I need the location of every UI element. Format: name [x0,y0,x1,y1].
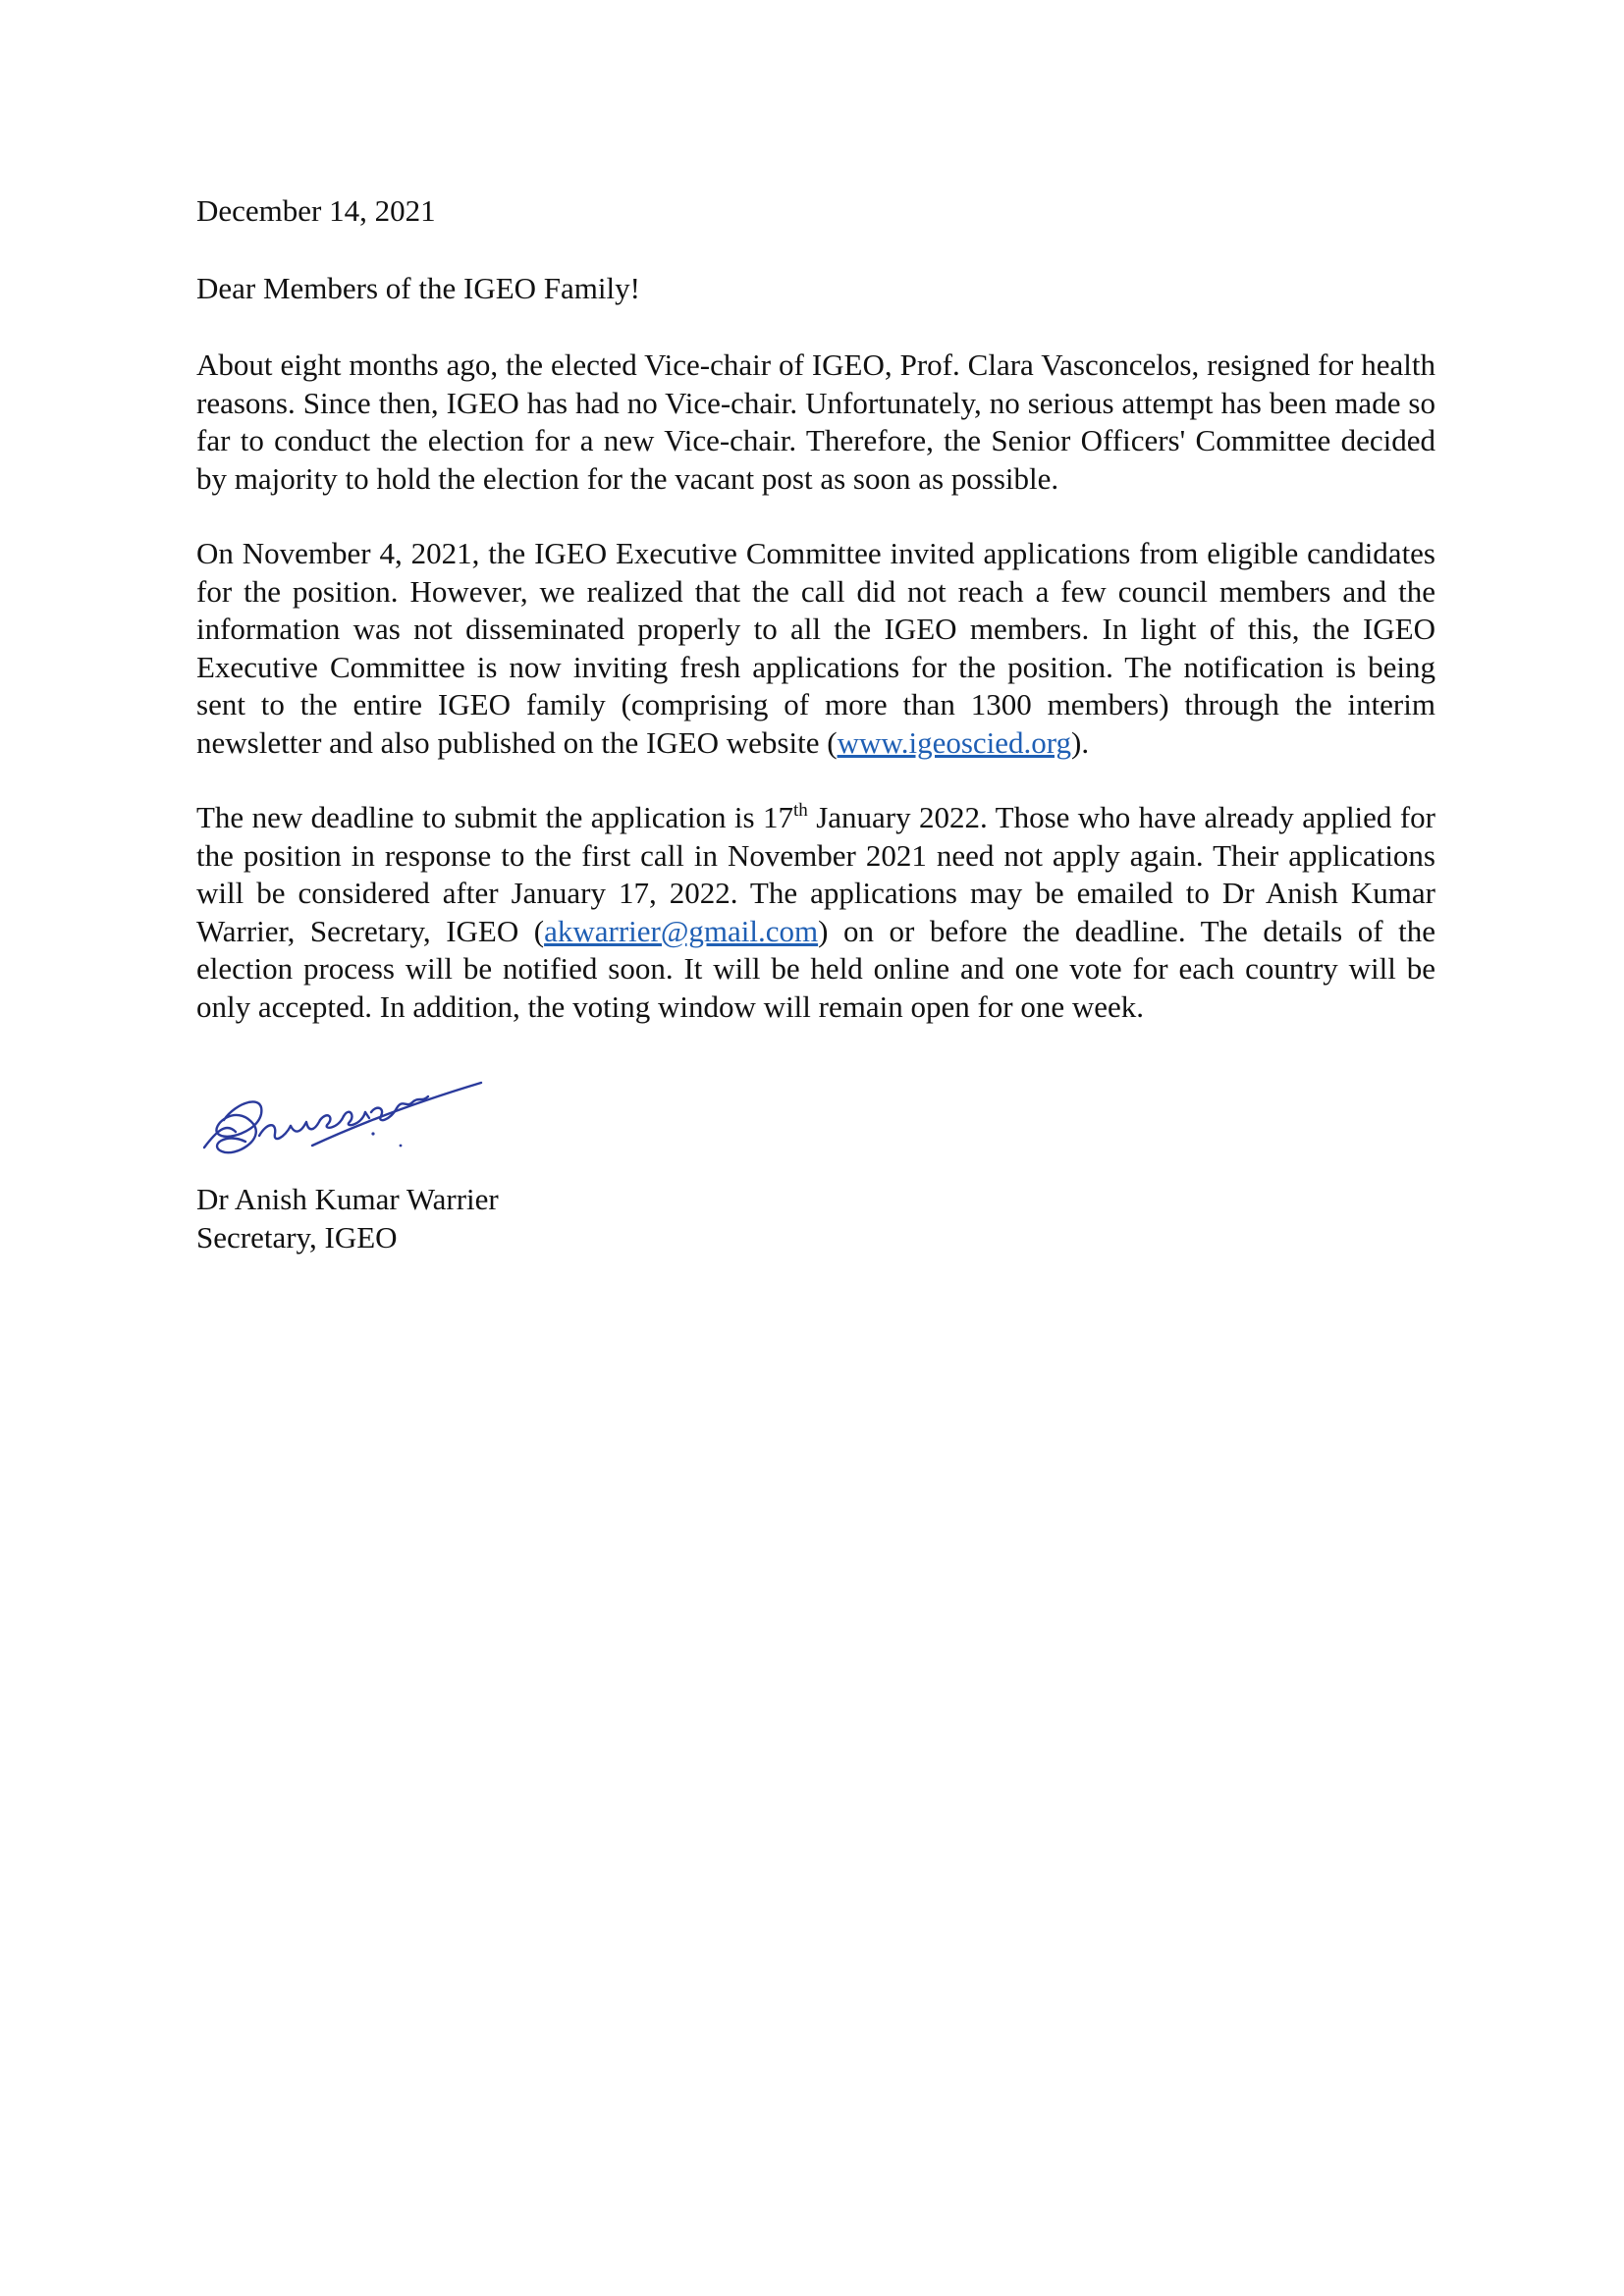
signature-image [196,1063,511,1181]
letter-date: December 14, 2021 [196,193,436,228]
letter-page [196,192,1435,1256]
paragraph-resignation: About eight months ago, the elected Vice-chair of IGEO, Prof. Clara Vasconcelos, resigned for health reasons. Since then, IGEO has had no Vice-chair. Unfortunately, no serious attempt has been made so far to conduct the election for a new Vice-chair. Therefore, the Senior Officers' Committee decided by majority to hold the election for the vacant post as soon as possible. [196,347,1435,496]
handwritten-signature [196,1063,511,1181]
ordinal-superscript: th [793,800,808,821]
paragraph-applications-tail: ). [1071,724,1090,760]
website-link[interactable]: www.igeoscied.org [837,724,1072,760]
paragraph-applications-text: On November 4, 2021, the IGEO Executive Committee invited applications from eligible candidates for the position. However, we realized that the call did not reach a few council members and the information was not disseminated properly to all the IGEO members. In light of this, the IGEO Executive Committee is now inviting fresh applications for the position. The notification is being sent to the entire IGEO family (comprising of more than 1300 members) through the interim newsletter and also published on the IGEO website ( [196,536,1435,760]
signatory-title: Secretary, IGEO [196,1219,398,1255]
deadline-text-tail: ) on or before the deadline. The details of the election process will be notified soon. It will be held online and one vote for each country will be only accepted. In addition, the voting window will remain open for one week. [196,913,1435,1024]
salutation: Dear Members of the IGEO Family! [196,270,640,305]
email-link[interactable]: akwarrier@gmail.com [544,913,819,948]
deadline-text-start: The new deadline to submit the application is 17 [196,800,793,834]
paragraph-deadline [196,799,1435,1026]
signatory-name: Dr Anish Kumar Warrier [196,1182,499,1216]
signature-block [196,1181,1435,1256]
paragraph-applications [196,535,1435,762]
deadline-text-middle: January 2022. Those who have already applied for the position in response to the first call in November 2021 need not apply again. Their applications will be considered after January 17, 2022. The applications may be emailed to Dr Anish Kumar Warrier, Secretary, IGEO ( [196,800,1435,948]
